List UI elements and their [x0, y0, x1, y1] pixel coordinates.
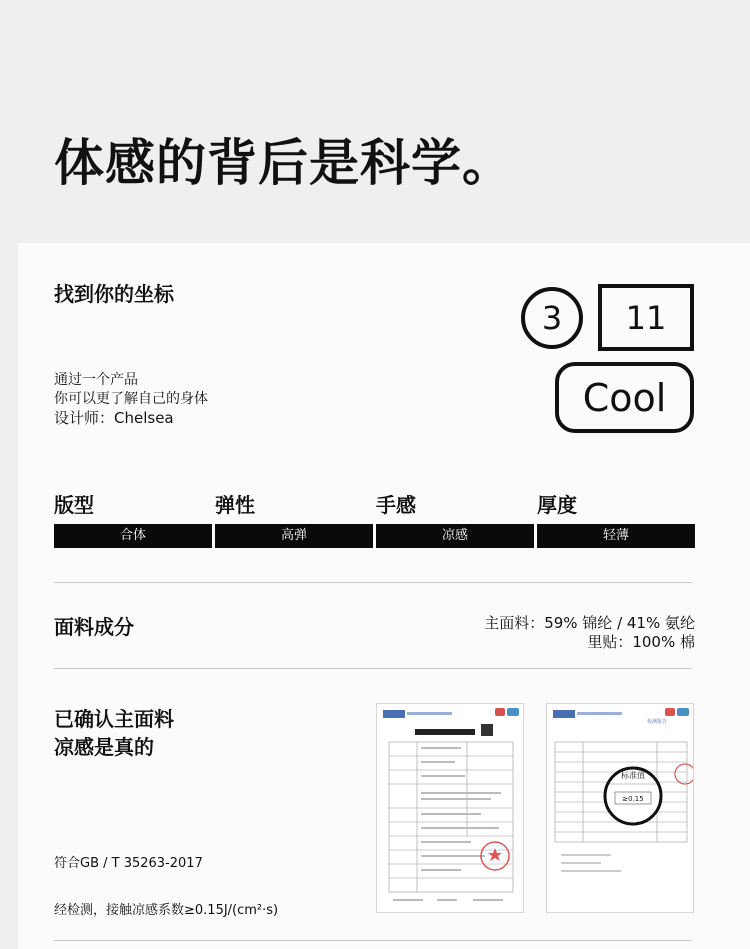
certified-title-line: 已确认主面料: [54, 707, 174, 731]
desc-line: 通过一个产品: [54, 372, 138, 388]
certified-title: [54, 705, 174, 761]
desc-line: 你可以更了解自己的身体: [54, 391, 208, 407]
attribute-elasticity: [215, 491, 373, 548]
attribute-value: 凉感: [376, 524, 534, 548]
attribute-fit: [54, 491, 212, 548]
product-info-card: [18, 243, 750, 949]
test-report-image-2: [546, 703, 694, 913]
report-highlight-label: 标准值: [621, 771, 645, 780]
attribute-label: 手感: [376, 493, 416, 517]
attribute-value: 轻薄: [537, 524, 695, 548]
report-title: 检测报告: [647, 719, 668, 725]
attribute-touch: [376, 491, 534, 548]
coordinate-circle-badge: 3: [521, 287, 583, 349]
attribute-thickness: [537, 491, 695, 548]
lining-fabric: 里贴：100% 棉: [587, 633, 695, 651]
attribute-label: 弹性: [215, 493, 255, 517]
designer-line: 设计师：Chelsea: [54, 409, 174, 427]
standard-text: 符合GB / T 35263-2017: [54, 856, 203, 871]
divider: [54, 940, 692, 941]
coordinate-box-badge: 11: [598, 284, 694, 351]
report-highlight-value: ≥0.15: [622, 795, 644, 803]
page-headline: 体感的背后是科学。: [54, 134, 513, 192]
coordinates-description: [54, 371, 208, 428]
certified-title-line: 凉感是真的: [54, 735, 154, 759]
divider: [54, 582, 692, 583]
fabric-composition: [484, 614, 695, 652]
coordinates-title: 找到你的坐标: [54, 282, 174, 306]
main-fabric: 主面料：59% 锦纶 / 41% 氨纶: [484, 614, 695, 632]
attribute-value: 合体: [54, 524, 212, 548]
test-report-image-1: [376, 703, 524, 913]
fabric-title: 面料成分: [54, 615, 134, 639]
test-result-text: 经检测，接触凉感系数≥0.15J/(cm²·s): [54, 903, 279, 918]
cool-badge: Cool: [555, 362, 694, 433]
attribute-label: 版型: [54, 493, 94, 517]
attribute-value: 高弹: [215, 524, 373, 548]
attribute-label: 厚度: [537, 493, 577, 517]
divider: [54, 668, 692, 669]
